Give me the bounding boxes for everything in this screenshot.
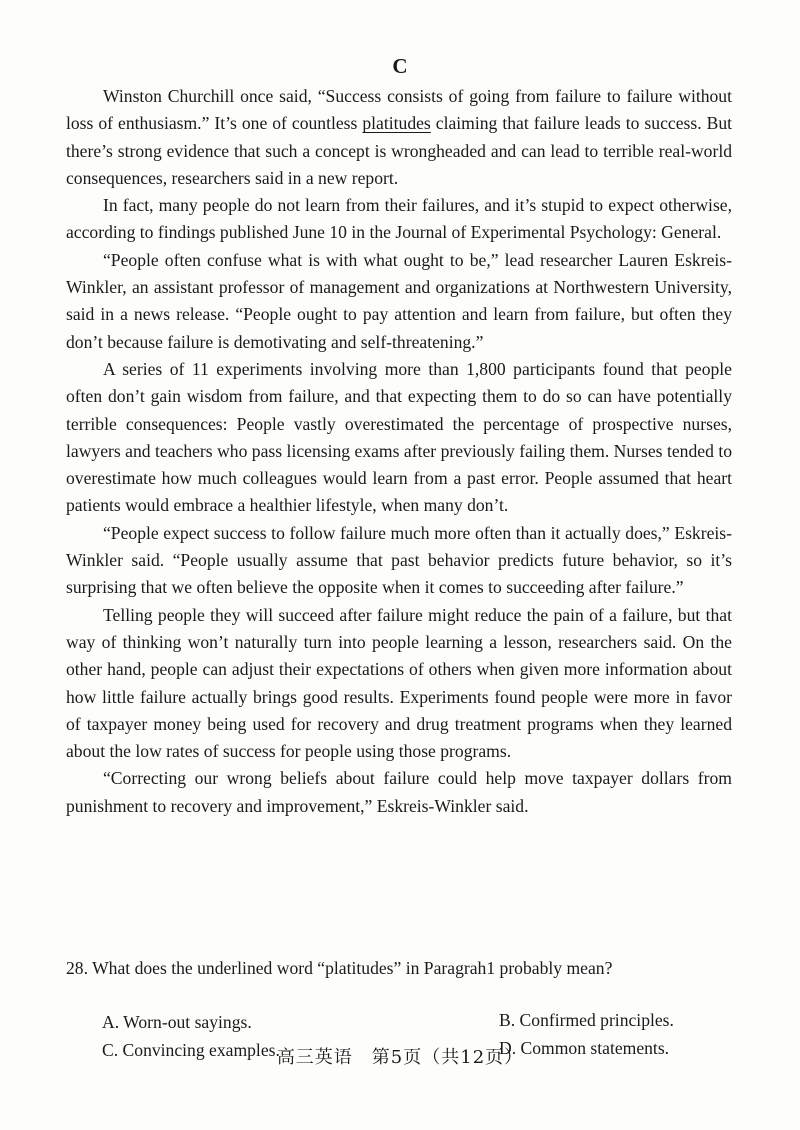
option-a: A. Worn-out sayings. [102,1012,252,1032]
option-b: B. Confirmed principles. [499,1010,674,1030]
paragraph-4: A series of 11 experiments involving more than 1,800 participants found that people often don’t gain wisdom from failure, and that expecting them to do so can have potentially terrible consequences: People vastly overestimated the percentage of prospective nurses, lawyers and teachers who pass licensing exams after previously failing them. Nurses tended to overestimate how much colleagues would learn from a past error. People assumed that heart patients would embrace a healthier lifestyle, when many don’t. [66,358,732,516]
page-footer: 高三英语 第5页（共12页） [276,1047,524,1068]
paragraph-5: “People expect success to follow failure much more often than it actually does,” Eskreis-Winkler said. “People usually assume that past behavior predicts future behavior, so it’s surprising that we often believe the opposite when it comes to succeeding after failure.” [66,522,732,598]
paragraph-1-text-before: Winston Churchill once said, “Success consists of going from failure to failure without loss of enthusiasm.” It’s one of countless [66,86,732,134]
paragraph-7: “Correcting our wrong beliefs about failure could help move taxpayer dollars from punishment to recovery and improvement,” Eskreis-Winkler said. [66,768,732,816]
reading-passage [66,83,732,820]
question-stem: 28. What does the underlined word “platitudes” in Paragrah1 probably mean? [66,958,613,978]
paragraph-2: In fact, many people do not learn from their failures, and it’s stupid to expect otherwise, according to findings published June 10 in the Journal of Experimental Psychology: General. [66,195,732,243]
option-d: D. Common statements. [499,1038,670,1058]
paragraph-1 [66,83,732,192]
section-heading: C [392,54,408,78]
option-c: C. Convincing examples. [102,1040,280,1060]
paragraph-1-text-after: claiming that failure leads to success. But there’s strong evidence that such a concept is wrongheaded and can lead to terrible real-world consequences, researchers said in a new report. [66,113,733,188]
paragraph-3: “People often confuse what is with what ought to be,” lead researcher Lauren Eskreis-Winkler, an assistant professor of management and organizations at Northwestern University, said in a news release. “People ought to pay attention and learn from failure, but often they don’t because failure is demotivating and self-threatening.” [66,249,732,352]
paragraph-6: Telling people they will succeed after failure might reduce the pain of a failure, but that way of thinking won’t naturally turn into people learning a lesson, researchers said. On the other hand, people can adjust their expectations of others when given more information about how little failure actually brings good results. Experiments found people were more in favor of taxpayer money being used for recovery and drug treatment programs when they learned about the low rates of success for people using those programs. [66,604,732,762]
underlined-word: platitudes [362,113,431,134]
